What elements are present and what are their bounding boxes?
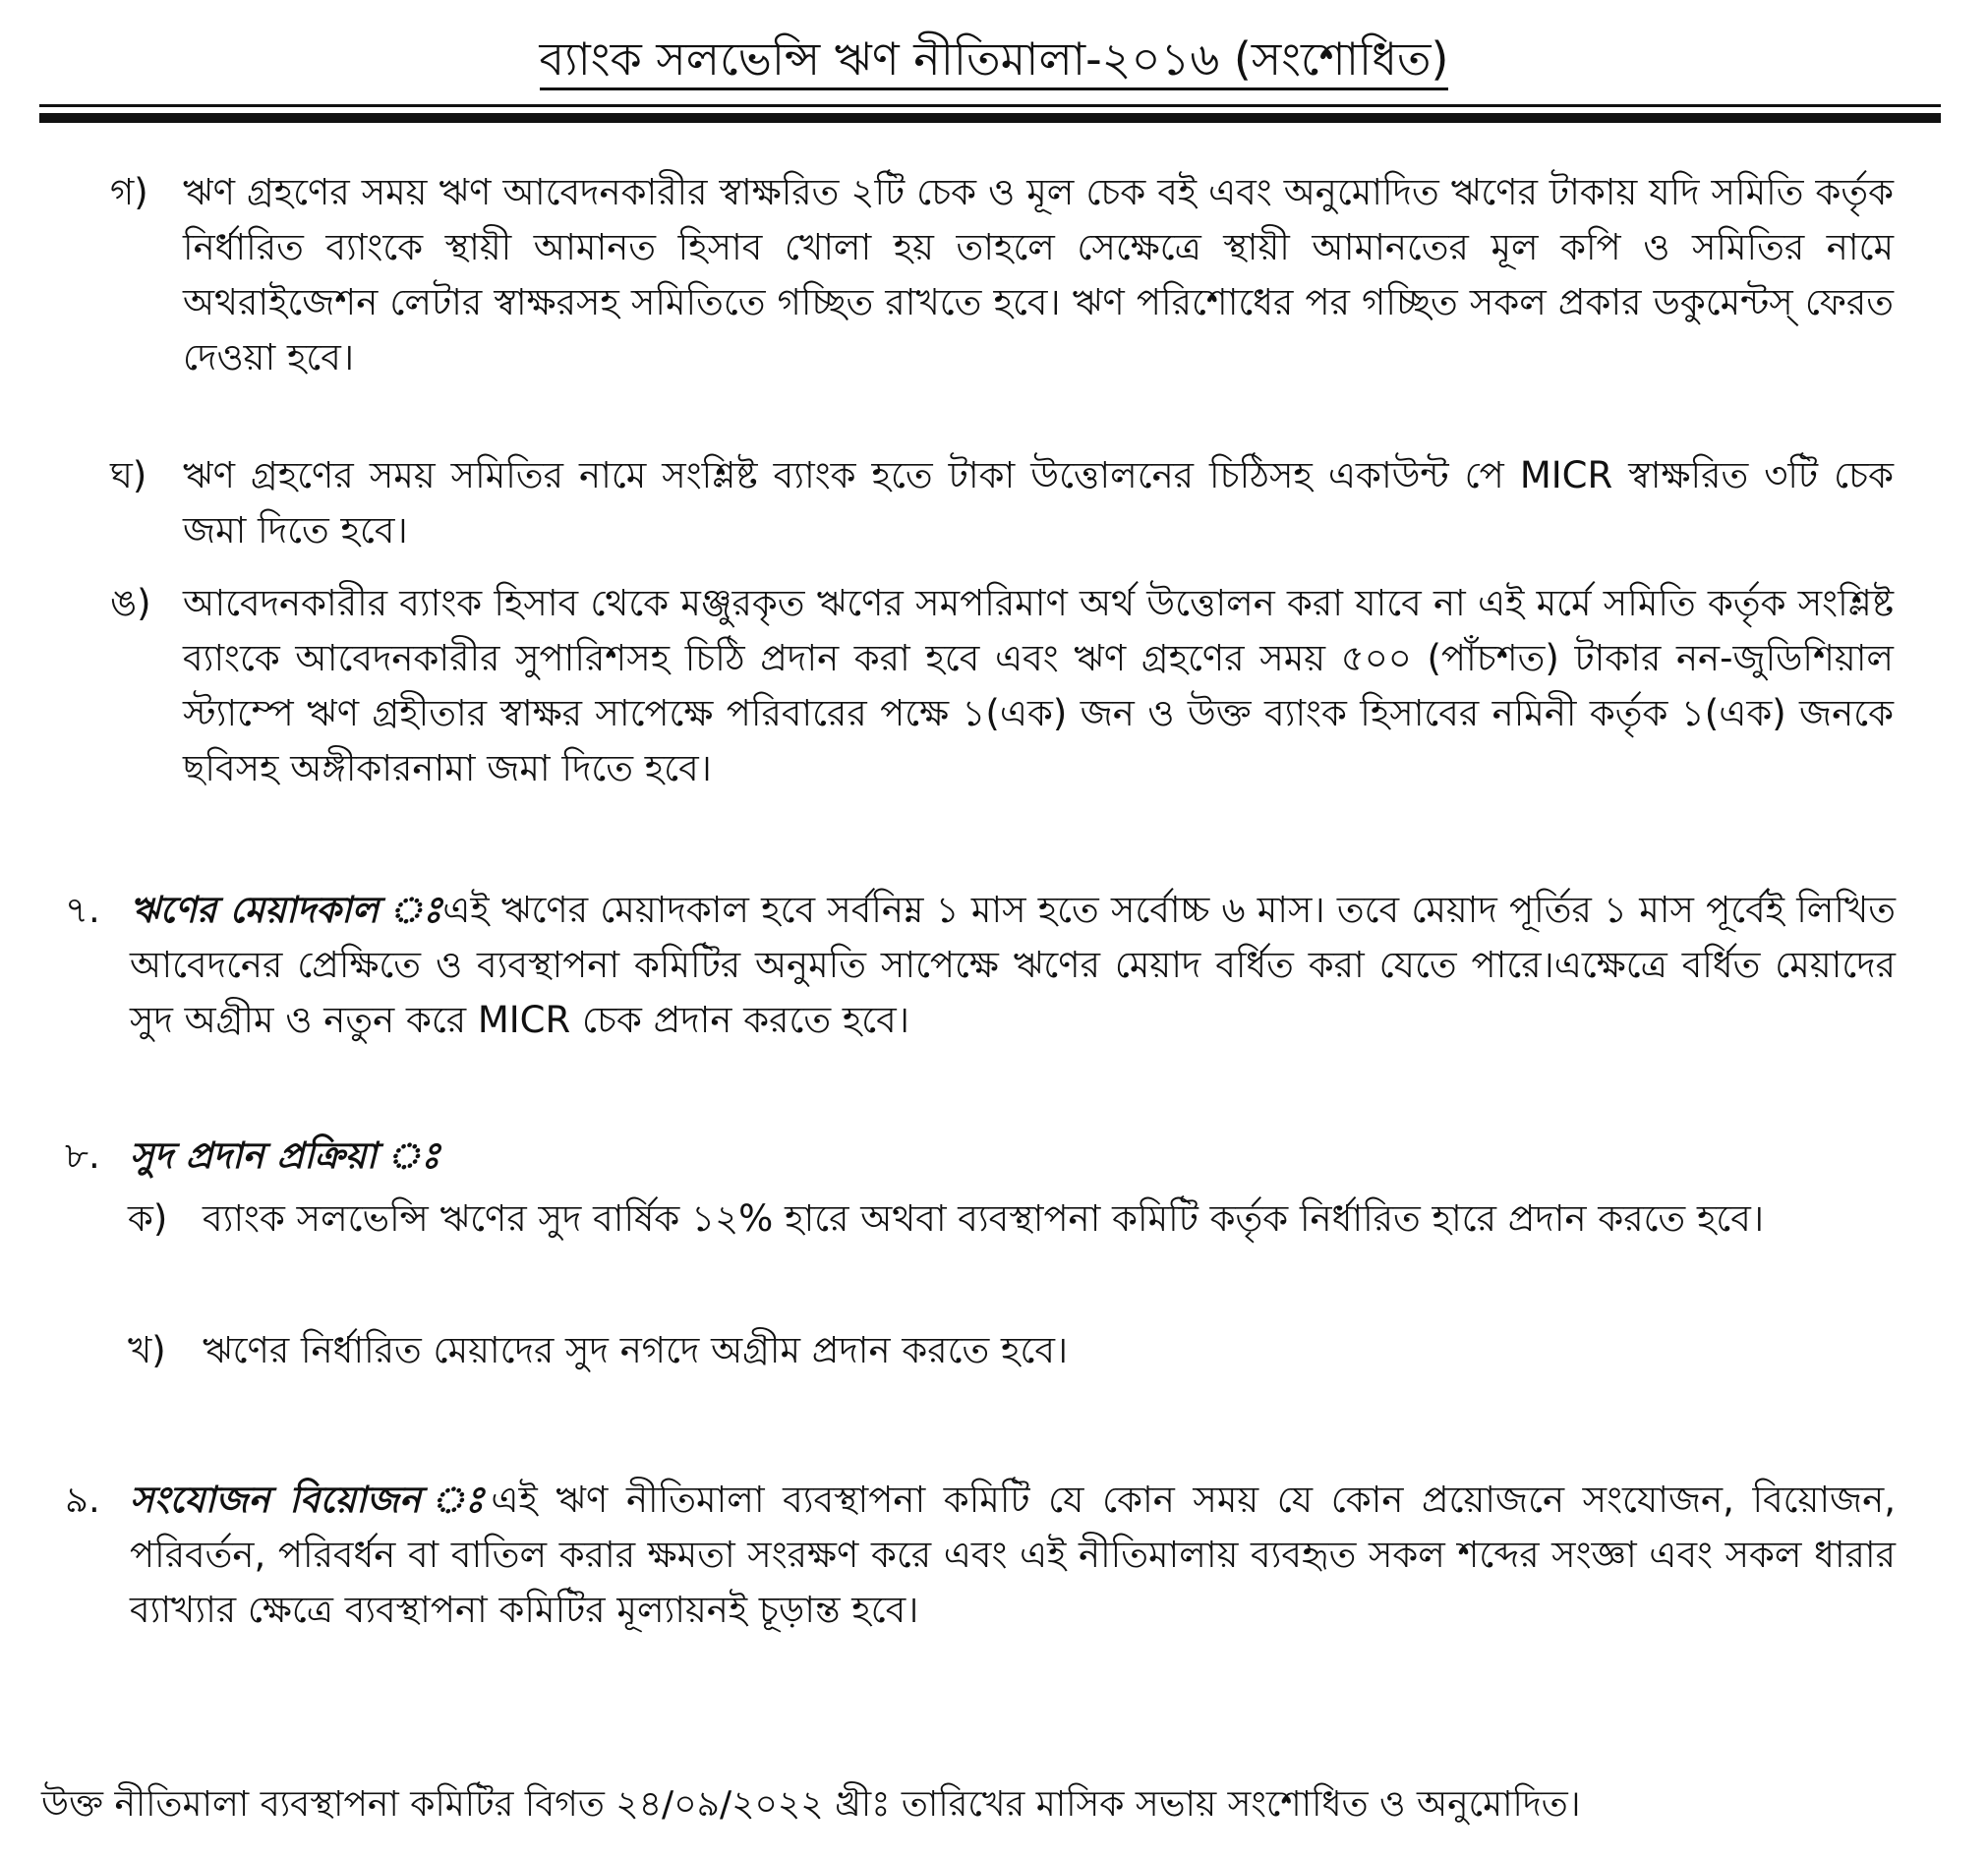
item-ga-text: ঋণ গ্রহণের সময় ঋণ আবেদনকারীর স্বাক্ষরিত ২টি চেক ও মূল চেক বই এবং অনুমোদিত ঋণের টাকায় যদি সমিতি কর্তৃক নির্ধারিত ব্যাংকে স্থায়ী আমানত হিসাব খোলা হয় তাহলে সেক্ষেত্রে স্থায়ী আমানতের মূল কপি ও সমিতির নামে অথরাইজেশন লেটার স্বাক্ষরসহ সমিতিতে গচ্ছিত রাখতে হবে। ঋণ পরিশোধের পর গচ্ছিত সকল প্রকার ডকুমেন্টস্ ফেরত দেওয়া হবে। bbox=[183, 171, 1894, 378]
section-8-item-ka-text: ব্যাংক সলভেন্সি ঋণের সুদ বার্ষিক ১২% হারে অথবা ব্যবস্থাপনা কমিটি কর্তৃক নির্ধারিত হারে প্রদান করতে হবে। bbox=[203, 1197, 1765, 1240]
section-8-item-kha-marker: খ) bbox=[128, 1329, 166, 1371]
item-uma-marker: ঙ) bbox=[110, 582, 151, 624]
section-8-heading: সুদ প্রদান প্রক্রিয়া ঃ bbox=[130, 1134, 440, 1177]
section-9-number: ৯. bbox=[65, 1479, 100, 1521]
section-9-heading: সংযোজন বিয়োজন ঃ bbox=[130, 1479, 492, 1521]
item-uma-text: আবেদনকারীর ব্যাংক হিসাব থেকে মঞ্জুরকৃত ঋণের সমপরিমাণ অর্থ উত্তোলন করা যাবে না এই মর্মে সমিতি কর্তৃক সংশ্লিষ্ট ব্যাংকে আবেদনকারীর সুপারিশসহ চিঠি প্রদান করা হবে এবং ঋণ গ্রহণের সময় ৫০০ (পাঁচশত) টাকার নন-জুডিশিয়াল স্ট্যাম্পে ঋণ গ্রহীতার স্বাক্ষর সাপেক্ষে পরিবারের পক্ষে ১(এক) জন ও উক্ত ব্যাংক হিসাবের নমিনী কর্তৃক ১(এক) জনকে ছবিসহ অঙ্গীকারনামা জমা দিতে হবে। bbox=[183, 582, 1894, 789]
section-7-number: ৭. bbox=[65, 889, 100, 931]
section-9-paragraph bbox=[130, 1473, 1896, 1638]
section-7-heading: ঋণের মেয়াদকাল ঃ bbox=[130, 889, 443, 931]
section-8-number: ৮. bbox=[65, 1134, 100, 1177]
section-9-text: এই ঋণ নীতিমালা ব্যবস্থাপনা কমিটি যে কোন সময় যে কোন প্রয়োজনে সংযোজন, বিয়োজন, পরিবর্তন, পরিবর্ধন বা বাতিল করার ক্ষমতা সংরক্ষণ করে এবং এই নীতিমালায় ব্যবহৃত সকল শব্দের সংজ্ঞা এবং সকল ধারার ব্যাখ্যার ক্ষেত্রে ব্যবস্থাপনা কমিটির মূল্যায়নই চূড়ান্ত হবে। bbox=[130, 1479, 1897, 1631]
section-7-paragraph bbox=[130, 883, 1896, 1048]
section-8-item-ka-marker: ক) bbox=[128, 1197, 168, 1240]
title-divider-thick bbox=[39, 113, 1941, 123]
approval-footer: উক্ত নীতিমালা ব্যবস্থাপনা কমিটির বিগত ২৪/০৯/২০২২ খ্রীঃ তারিখের মাসিক সভায় সংশোধিত ও অনুমোদিত। bbox=[41, 1784, 1581, 1825]
item-gha-text: ঋণ গ্রহণের সময় সমিতির নামে সংশ্লিষ্ট ব্যাংক হতে টাকা উত্তোলনের চিঠিসহ একাউন্ট পে MICR স্বাক্ষরিত ৩টি চেক জমা দিতে হবে। bbox=[183, 454, 1894, 552]
section-8-heading-line bbox=[130, 1129, 1896, 1184]
title-divider-thin bbox=[39, 104, 1941, 107]
section-8-item-kha-text: ঋণের নির্ধারিত মেয়াদের সুদ নগদে অগ্রীম প্রদান করতে হবে। bbox=[203, 1329, 1069, 1371]
document-title bbox=[0, 28, 1988, 90]
section-7-text: এই ঋণের মেয়াদকাল হবে সর্বনিম্ন ১ মাস হতে সর্বোচ্চ ৬ মাস। তবে মেয়াদ পূর্তির ১ মাস পূর্বেই লিখিত আবেদনের প্রেক্ষিতে ও ব্যবস্থাপনা কমিটির অনুমতি সাপেক্ষে ঋণের মেয়াদ বর্ধিত করা যেতে পারে।এক্ষেত্রে বর্ধিত মেয়াদের সুদ অগ্রীম ও নতুন করে MICR চেক প্রদান করতে হবে। bbox=[130, 889, 1896, 1041]
item-ga-marker: গ) bbox=[110, 171, 148, 213]
item-gha-marker: ঘ) bbox=[110, 454, 147, 496]
document-title-text: ব্যাংক সলভেন্সি ঋণ নীতিমালা-২০১৬ (সংশোধিত) bbox=[540, 32, 1449, 90]
